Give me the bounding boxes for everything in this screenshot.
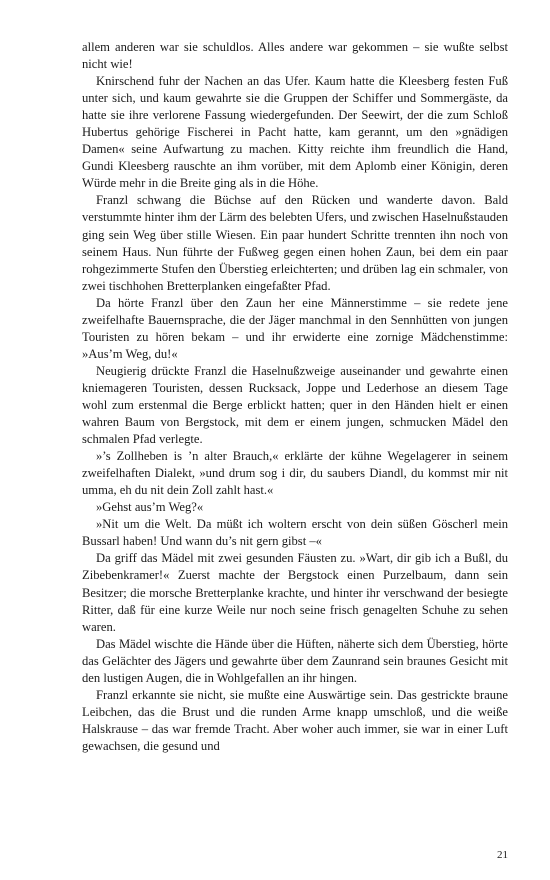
paragraph-5: Neugierig drückte Franzl die Haselnußzweige auseinander und gewahrte einen kniemageren Touristen, dessen Rucksack, Joppe und Lederhose an diesem Tage wohl zum erstenmal die Berge erblickt hatten; quer in den Händen hielt er einen wahren Baum von Bergstock, mit dem er einem jungen, schmucken Mädel den schmalen Pfad verlegte. <box>82 363 508 447</box>
paragraph-1: allem anderen war sie schuldlos. Alles andere war gekommen – sie wußte selbst nicht wie! <box>82 40 508 72</box>
paragraph-10: Das Mädel wischte die Hände über die Hüften, näherte sich dem Überstieg, hörte das Gelächter des Jägers und gewahrte über dem Zaunrand sein braunes Gesicht mit den lustigen Augen, die in Wohlgefallen an ihr hingen. <box>82 636 508 685</box>
paragraph-9: Da griff das Mädel mit zwei gesunden Fäusten zu. »Wart, dir gib ich a Bußl, du Zibebenkramer!« Zuerst machte der Bergstock einen Purzelbaum, dann sein Besitzer; die morsche Bretterplanke krachte, und hinter ihr verschwand der besiegte Ritter, daß für eine kurze Weile nur noch seine frisch genagelten Schuhe zu sehen waren. <box>82 551 508 634</box>
page-number: 21 <box>497 849 508 861</box>
paragraph-7: »Gehst aus’m Weg?« <box>96 500 204 515</box>
paragraph-3: Franzl schwang die Büchse auf den Rücken und wanderte davon. Bald verstummte hinter ihm der Lärm des belebten Ufers, und zwischen Haselnußstauden ging sein Weg über stille Wiesen. Ein paar hundert Schritte trennten ihn noch von seinem Haus. Nun führte der Fußweg gegen einen hohen Zaun, bei dem ein paar rohgezimmerte Stufen den Überstieg erleichterten; und drüben lag ein schmaler, von zwei tischhohen Bretterplanken eingefaßter Pfad. <box>82 193 508 293</box>
page-body <box>82 39 508 755</box>
paragraph-8: »Nit um die Welt. Da müßt ich woltern erscht von dein süßen Göscherl mein Bussarl haben! Und wann du’s nit gern gibst –« <box>82 517 508 549</box>
paragraph-6: »’s Zollheben is ’n alter Brauch,« erklärte der kühne Wegelagerer in seinem zweifelhaften Dialekt, »und drum sog i dir, du saubers Diandl, du kommst mir nit umma, eh du nit dein Zoll zahlt hast.« <box>82 449 508 498</box>
paragraph-4: Da hörte Franzl über den Zaun her eine Männerstimme – sie redete jene zweifelhafte Bauernsprache, die der Jäger manchmal in den Sennhütten von jungen Touristen zu hören bekam – und ihr erwiderte eine zornige Mädchenstimme: »Aus’m Weg, du!« <box>82 295 508 361</box>
paragraph-11: Franzl erkannte sie nicht, sie mußte eine Auswärtige sein. Das gestrickte braune Leibchen, das die Brust und die runden Arme knapp umschloß, und die weiße Halskrause – das war fremde Tracht. Aber woher auch immer, sie war in einer Luft gewachsen, die gesund und <box>82 687 508 753</box>
paragraph-2: Knirschend fuhr der Nachen an das Ufer. Kaum hatte die Kleesberg festen Fuß unter sich, und kaum gewahrte sie die Gruppen der Schiffer und Sommergäste, da hatte sie ihre verlorene Fassung wiedergefunden. Der Seewirt, der die zum Schloß Hubertus gehörige Fischerei in Pacht hatte, kam gerannt, um den »gnädigen Damen« seine Aufwartung zu machen. Kitty reichte ihm freundlich die Hand, Gundi Kleesberg rauschte an ihm vorüber, mit dem Aplomb einer Königin, deren Würde mehr in die Breite ging als in die Höhe. <box>82 74 508 191</box>
